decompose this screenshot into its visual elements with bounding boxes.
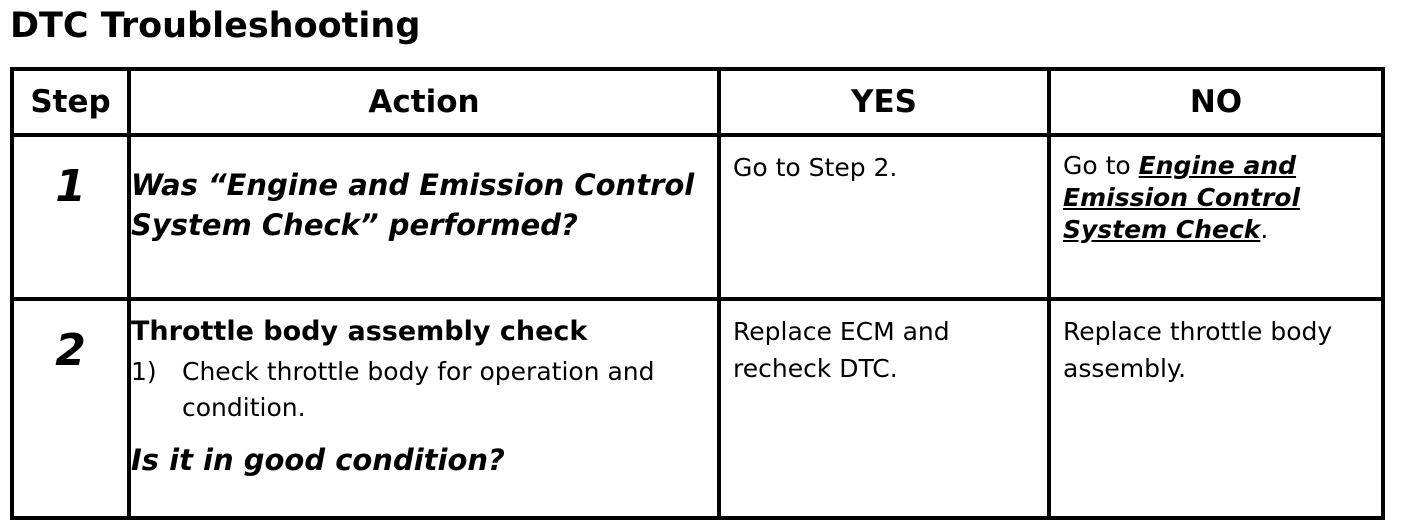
yes-cell xyxy=(719,299,1049,518)
header-step: Step xyxy=(12,69,129,135)
table-row xyxy=(12,135,1383,299)
header-action: Action xyxy=(129,69,719,135)
action-question: Is it in good condition? xyxy=(131,443,505,478)
action-item-text: Check throttle body for operation and condition. xyxy=(182,357,655,423)
yes-text: Replace ECM and recheck DTC. xyxy=(733,317,950,384)
table-row xyxy=(12,299,1383,518)
step-number: 2 xyxy=(55,325,86,377)
no-prefix: Go to xyxy=(1063,151,1139,180)
yes-text: Go to Step 2. xyxy=(733,153,898,182)
action-item-number: 1) xyxy=(131,357,157,387)
step-number: 1 xyxy=(55,161,86,212)
action-question: Was “Engine and Emission Control System Check” performed? xyxy=(131,168,695,242)
action-title: Throttle body assembly check xyxy=(131,316,588,348)
no-text xyxy=(1051,137,1381,246)
action-cell xyxy=(129,299,719,518)
no-suffix: . xyxy=(1260,215,1269,244)
engine-emission-check-link[interactable]: Engine and Emission Control System Check xyxy=(1063,151,1301,244)
step-cell xyxy=(12,299,129,518)
no-cell xyxy=(1049,299,1383,518)
dtc-troubleshooting-table xyxy=(10,67,1385,520)
page-title: DTC Troubleshooting xyxy=(10,6,421,46)
step-cell xyxy=(12,135,129,299)
action-item xyxy=(131,354,717,426)
no-text: Replace throttle body assembly. xyxy=(1063,317,1333,384)
no-cell xyxy=(1049,135,1383,299)
header-no: NO xyxy=(1049,69,1383,135)
table-header-row xyxy=(12,69,1383,135)
yes-cell xyxy=(719,135,1049,299)
header-yes: YES xyxy=(719,69,1049,135)
action-cell xyxy=(129,135,719,299)
